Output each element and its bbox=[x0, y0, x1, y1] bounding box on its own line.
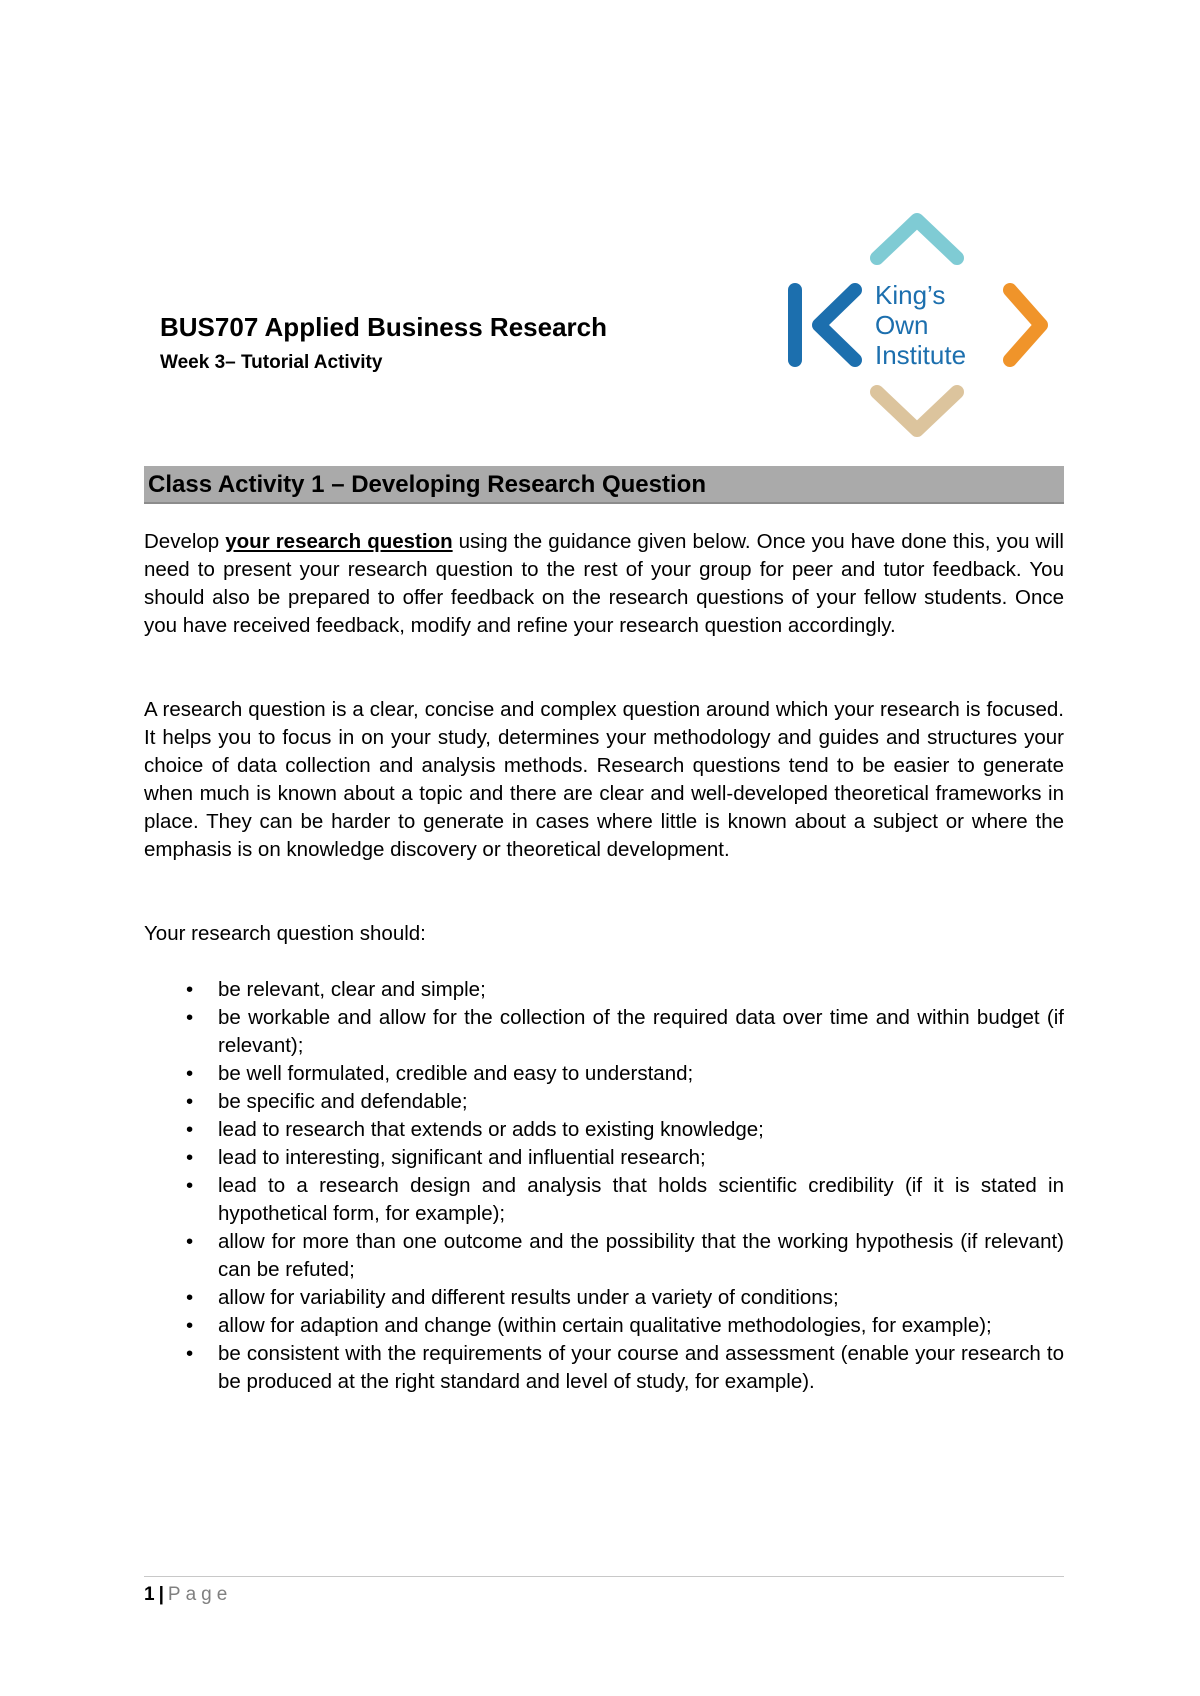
definition-text: A research question is a clear, concise and complex question around which your research is focused. It helps you to focus in on your study, determines your methodology and guides and structures your choice of data collection and analysis methods. Research questions tend to be easier to generate when much is known about a topic and there are clear and well-developed theoretical frameworks in place. They can be harder to generate in cases where little is known about a subject or where the emphasis is on knowledge discovery or theoretical development. bbox=[144, 698, 1064, 861]
list-item bbox=[144, 1284, 1064, 1312]
list-item-text: be well formulated, credible and easy to understand; bbox=[218, 1062, 694, 1085]
footer-separator: | bbox=[158, 1584, 164, 1605]
week-subtitle: Week 3– Tutorial Activity bbox=[160, 352, 383, 373]
list-item-text: allow for more than one outcome and the possibility that the working hypothesis (if relevant) can be refuted; bbox=[218, 1230, 1064, 1281]
list-item-text: lead to a research design and analysis that holds scientific credibility (if it is stated in hypothetical form, for example); bbox=[218, 1174, 1064, 1225]
course-title: BUS707 Applied Business Research bbox=[160, 312, 607, 342]
list-item-text: be specific and defendable; bbox=[218, 1090, 468, 1113]
definition-paragraph bbox=[144, 696, 1064, 864]
list-item bbox=[144, 1060, 1064, 1088]
list-item bbox=[144, 1116, 1064, 1144]
list-item bbox=[144, 1312, 1064, 1340]
page-footer bbox=[144, 1584, 232, 1606]
intro-prefix: Develop bbox=[144, 530, 226, 553]
criteria-list bbox=[144, 976, 1064, 1396]
list-item-text: allow for variability and different results under a variety of conditions; bbox=[218, 1286, 839, 1309]
bullet-icon: • bbox=[186, 1062, 194, 1085]
should-label: Your research question should: bbox=[144, 922, 426, 945]
intro-rest: using the guidance given below. Once you have done this, you will need to present your research question to the rest of your group for peer and tutor feedback. You should also be prepared to offer feedback on the research questions of your fellow students. Once you have received feedback, modify and refine your research question accordingly. bbox=[144, 530, 1064, 637]
list-item-text: lead to interesting, significant and influential research; bbox=[218, 1146, 706, 1169]
list-item-text: lead to research that extends or adds to existing knowledge; bbox=[218, 1118, 764, 1141]
list-item-text: be consistent with the requirements of your course and assessment (enable your research to be produced at the right standard and level of study, for example). bbox=[218, 1342, 1064, 1393]
top-chevron bbox=[877, 220, 957, 258]
logo-line-1: King’s bbox=[875, 280, 946, 310]
page-number: 1 bbox=[144, 1584, 155, 1605]
bullet-icon: • bbox=[186, 1342, 194, 1365]
logo-line-3: Institute bbox=[875, 340, 967, 370]
list-item bbox=[144, 1228, 1064, 1284]
bullet-icon: • bbox=[186, 1174, 194, 1197]
activity-heading-bar bbox=[144, 466, 1064, 504]
kings-own-institute-logo bbox=[775, 210, 1055, 446]
list-item-text: be workable and allow for the collection of the required data over time and within budget (if relevant); bbox=[218, 1006, 1064, 1057]
page-label: Page bbox=[167, 1584, 233, 1605]
bullet-icon: • bbox=[186, 1314, 194, 1337]
list-item bbox=[144, 976, 1064, 1004]
bullet-icon: • bbox=[186, 1286, 194, 1309]
intro-paragraph bbox=[144, 528, 1064, 640]
logo-line-2: Own bbox=[875, 310, 929, 340]
intro-emphasis: your research question bbox=[225, 530, 453, 553]
k-arm bbox=[819, 290, 855, 360]
bullet-icon: • bbox=[186, 1090, 194, 1113]
list-item-text: allow for adaption and change (within certain qualitative methodologies, for example); bbox=[218, 1314, 992, 1337]
list-item-text: be relevant, clear and simple; bbox=[218, 978, 486, 1001]
list-item bbox=[144, 1144, 1064, 1172]
bullet-icon: • bbox=[186, 1118, 194, 1141]
list-item bbox=[144, 1088, 1064, 1116]
list-item bbox=[144, 1004, 1064, 1060]
footer-divider bbox=[144, 1576, 1064, 1577]
should-label-block bbox=[144, 920, 1064, 948]
right-chevron bbox=[1010, 290, 1041, 360]
list-item bbox=[144, 1172, 1064, 1228]
list-item bbox=[144, 1340, 1064, 1396]
bullet-icon: • bbox=[186, 1006, 194, 1029]
bottom-chevron bbox=[877, 392, 957, 430]
activity-heading: Class Activity 1 – Developing Research Question bbox=[148, 471, 706, 498]
bullet-icon: • bbox=[186, 978, 194, 1001]
bullet-icon: • bbox=[186, 1230, 194, 1253]
bullet-icon: • bbox=[186, 1146, 194, 1169]
